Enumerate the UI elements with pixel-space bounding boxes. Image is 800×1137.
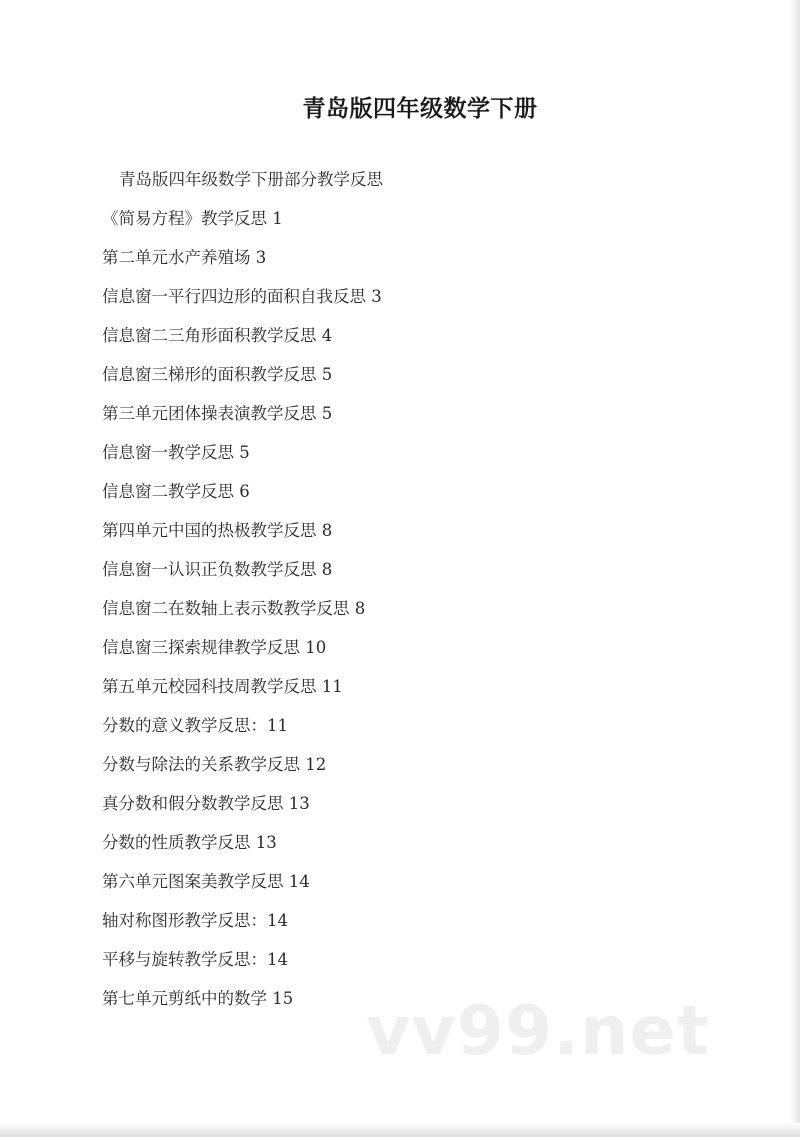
toc-entry: 第二单元水产养殖场 3 — [102, 248, 267, 267]
toc-entry: 第七单元剪纸中的数学 15 — [102, 989, 294, 1008]
toc-entry: 第四单元中国的热极教学反思 8 — [102, 521, 333, 540]
toc-entry: 《简易方程》教学反思 1 — [102, 209, 283, 228]
watermark: vv99.net — [366, 992, 711, 1071]
toc-entry: 信息窗三梯形的面积教学反思 5 — [102, 365, 333, 384]
toc-entry: 分数的性质教学反思 13 — [102, 833, 277, 852]
toc-entry: 信息窗一认识正负数教学反思 8 — [102, 560, 333, 579]
toc-entry: 第六单元图案美教学反思 14 — [102, 872, 310, 891]
toc-entry: 第五单元校园科技周教学反思 11 — [102, 677, 343, 696]
toc-entry: 分数的意义教学反思：11 — [102, 716, 288, 735]
page-edge-shadow — [790, 0, 800, 1137]
table-of-contents — [102, 168, 383, 1026]
page-bottom-shadow — [0, 1123, 800, 1137]
toc-entry: 轴对称图形教学反思：14 — [102, 911, 288, 930]
toc-entry: 信息窗二三角形面积教学反思 4 — [102, 326, 333, 345]
toc-entry: 信息窗二在数轴上表示数教学反思 8 — [102, 599, 366, 618]
toc-entry: 信息窗二教学反思 6 — [102, 482, 250, 501]
toc-entry: 信息窗一教学反思 5 — [102, 443, 250, 462]
toc-entry: 真分数和假分数教学反思 13 — [102, 794, 310, 813]
toc-entry: 平移与旋转教学反思：14 — [102, 950, 288, 969]
toc-intro: 青岛版四年级数学下册部分教学反思 — [119, 170, 383, 189]
toc-entry: 分数与除法的关系教学反思 12 — [102, 755, 327, 774]
document-title: 青岛版四年级数学下册 — [302, 96, 538, 122]
toc-entry: 信息窗三探索规律教学反思 10 — [102, 638, 327, 657]
toc-entry: 第三单元团体操表演教学反思 5 — [102, 404, 333, 423]
toc-entry: 信息窗一平行四边形的面积自我反思 3 — [102, 287, 382, 306]
